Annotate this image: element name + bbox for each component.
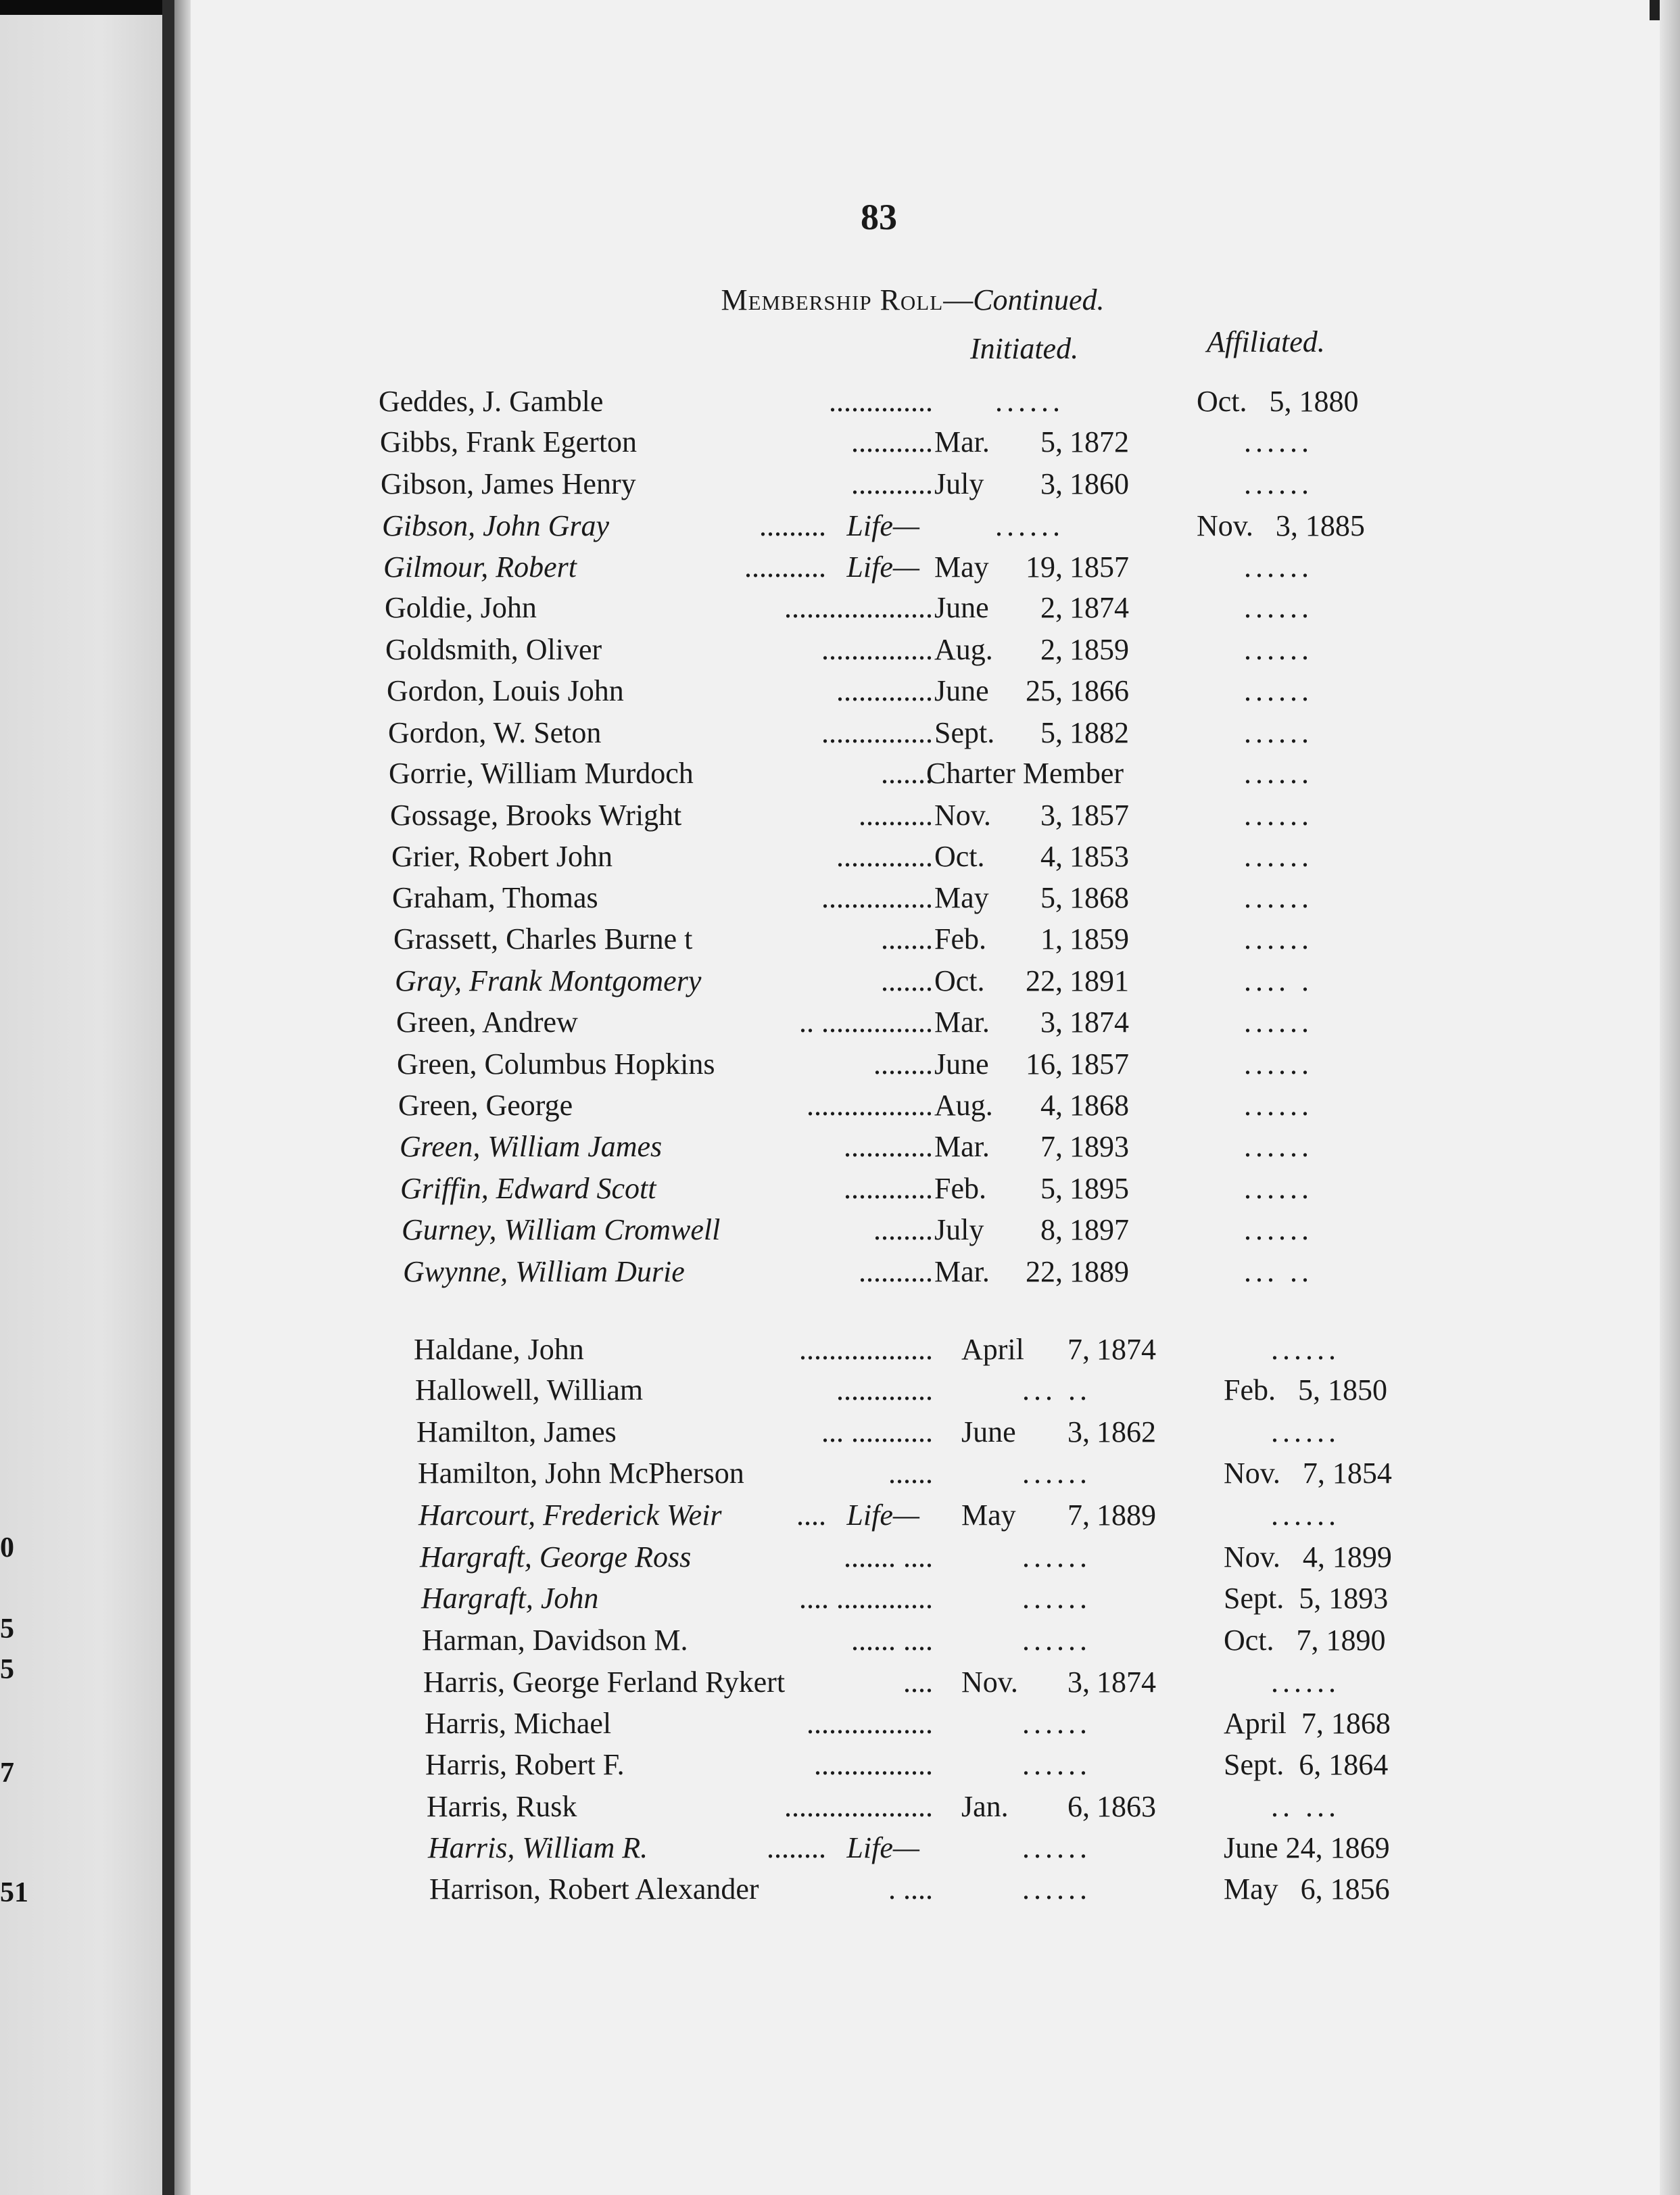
initiated-day: 3,: [1040, 467, 1063, 500]
member-name: Harrison, Robert Alexander: [429, 1872, 759, 1906]
dot-leader: ...............: [821, 633, 933, 666]
roll-entry: [379, 384, 1454, 425]
member-name: Grier, Robert John: [391, 840, 613, 873]
roll-entry: [387, 674, 1454, 714]
initiated-month: April: [961, 1333, 1024, 1366]
initiated-day: 3,: [1040, 1006, 1063, 1039]
roll-entry: [398, 1088, 1454, 1129]
dot-leader: . ....: [888, 1872, 933, 1906]
affiliated-blank: ......: [1244, 591, 1313, 624]
member-name: Gorrie, William Murdoch: [389, 757, 694, 790]
affiliated-date: May 6, 1856: [1224, 1872, 1390, 1906]
roll-entry: [390, 798, 1454, 839]
affiliated-blank: ......: [1244, 757, 1313, 790]
member-name: Green, Andrew: [396, 1006, 578, 1039]
affiliated-blank: ......: [1244, 550, 1313, 584]
affiliated-blank: ......: [1244, 1130, 1313, 1163]
margin-fragment: 5: [0, 1613, 14, 1645]
member-name: Gray, Frank Montgomery: [395, 964, 702, 997]
member-name: Harris, Rusk: [427, 1790, 577, 1823]
affiliated-blank: ......: [1244, 1047, 1313, 1081]
roll-entry: [403, 1254, 1454, 1295]
initiated-year: 1874: [1097, 1666, 1156, 1699]
initiated-year: 1857: [1070, 1047, 1129, 1081]
member-name: Green, William James: [400, 1130, 663, 1163]
initiated-day: 3,: [1067, 1415, 1090, 1448]
member-name: Haldane, John: [414, 1333, 584, 1366]
dot-leader: ................: [814, 1748, 933, 1781]
dot-leader: ........: [873, 1047, 933, 1081]
initiated-blank: ......: [1022, 1748, 1091, 1781]
initiated-month: July: [934, 467, 984, 500]
member-name: Goldsmith, Oliver: [385, 633, 602, 666]
roll-entry: [415, 1373, 1454, 1413]
dot-leader: .................: [807, 1707, 933, 1740]
affiliated-blank: .. ...: [1271, 1790, 1340, 1823]
affiliated-date: Oct. 5, 1880: [1197, 385, 1359, 418]
roll-entry: [420, 1540, 1454, 1580]
affiliated-blank: ......: [1271, 1666, 1340, 1699]
affiliated-blank: ......: [1244, 840, 1313, 873]
member-name: Harman, Davidson M.: [422, 1624, 688, 1657]
initiated-day: 7,: [1067, 1498, 1090, 1532]
margin-fragment: 7: [0, 1757, 14, 1789]
initiated-month: July: [934, 1213, 984, 1246]
title-main: Membership Roll: [721, 283, 944, 316]
initiated-heading: Initiated.: [970, 332, 1079, 365]
affiliated-date: Sept. 6, 1864: [1224, 1748, 1389, 1781]
initiated-month: Mar.: [934, 1006, 990, 1039]
member-name: Harris, Robert F.: [425, 1748, 625, 1781]
initiated-month: Jan.: [961, 1790, 1009, 1823]
initiated-day: 22,: [1026, 964, 1063, 997]
dot-leader: ..............: [829, 385, 933, 418]
affiliated-blank: ......: [1244, 1213, 1313, 1246]
dot-leader: ....... ....: [844, 1540, 933, 1574]
dot-leader: ..........: [859, 1255, 933, 1288]
initiated-year: 1893: [1070, 1130, 1129, 1163]
dot-leader: ...........: [744, 550, 826, 584]
affiliated-blank: ......: [1244, 881, 1313, 914]
affiliated-date: Sept. 5, 1893: [1224, 1582, 1389, 1615]
margin-fragment: 51: [0, 1877, 28, 1908]
page-title: [608, 283, 1217, 317]
member-name: Green, George: [398, 1089, 573, 1122]
initiated-month: Feb.: [934, 1172, 986, 1205]
affiliated-date: Oct. 7, 1890: [1224, 1624, 1386, 1657]
affiliated-blank: ... ..: [1244, 1255, 1313, 1288]
roll-entry: [414, 1332, 1454, 1373]
dot-leader: .... .............: [799, 1582, 933, 1615]
member-name: Geddes, J. Gamble: [379, 385, 604, 418]
affiliated-heading: Affiliated.: [1207, 325, 1325, 358]
roll-entry: [396, 1005, 1454, 1045]
facing-page: [0, 0, 169, 2195]
initiated-month: June: [934, 591, 989, 624]
roll-entry: [389, 756, 1454, 797]
initiated-month: Feb.: [934, 922, 986, 955]
dot-leader: ............: [844, 1172, 933, 1205]
margin-fragment: 0: [0, 1532, 14, 1563]
dot-leader: .......: [881, 922, 933, 955]
member-name: Gibbs, Frank Egerton: [380, 425, 638, 458]
affiliated-blank: ......: [1244, 674, 1313, 707]
initiated-day: 1,: [1040, 922, 1063, 955]
member-name: Green, Columbus Hopkins: [397, 1047, 715, 1081]
initiated-blank: ......: [1022, 1457, 1091, 1490]
dot-leader: .........: [759, 509, 826, 542]
initiated-year: 1874: [1070, 1006, 1129, 1039]
member-name: Harris, William R.: [428, 1831, 648, 1864]
initiated-day: 7,: [1040, 1130, 1063, 1163]
dot-leader: ....................: [784, 591, 933, 624]
member-name: Harcourt, Frederick Weir: [418, 1498, 722, 1532]
roll-entry: [393, 922, 1454, 962]
binding-gutter: [162, 0, 174, 2195]
affiliated-blank: ......: [1244, 799, 1313, 832]
member-name: Hargraft, George Ross: [420, 1540, 692, 1574]
roll-entry: [428, 1831, 1454, 1871]
dot-leader: .............: [836, 840, 933, 873]
initiated-year: 1853: [1070, 840, 1129, 873]
initiated-day: 5,: [1040, 716, 1063, 749]
affiliated-blank: ......: [1244, 425, 1313, 458]
member-name: Hargraft, John: [421, 1582, 599, 1615]
dot-leader: ...............: [821, 716, 933, 749]
scan-top-band: [0, 0, 172, 15]
initiated-month: Oct.: [934, 840, 985, 873]
affiliated-date: April 7, 1868: [1224, 1707, 1391, 1740]
binding-shadow: [174, 0, 191, 2195]
initiated-year: 1859: [1070, 633, 1129, 666]
initiated-month: June: [934, 674, 989, 707]
dot-leader: ........: [873, 1213, 933, 1246]
life-member-mark: Life—: [846, 550, 919, 584]
roll-entry: [427, 1789, 1454, 1830]
roll-entry: [380, 425, 1454, 465]
initiated-day: 6,: [1067, 1790, 1090, 1823]
initiated-year: 1862: [1097, 1415, 1156, 1448]
dot-leader: ........: [767, 1831, 826, 1864]
initiated-day: 5,: [1040, 425, 1063, 458]
affiliated-date: Feb. 5, 1850: [1224, 1373, 1387, 1407]
title-continued: Continued.: [973, 283, 1105, 316]
affiliated-blank: ......: [1244, 1089, 1313, 1122]
initiated-blank: ......: [995, 385, 1064, 418]
initiated-day: 4,: [1040, 1089, 1063, 1122]
initiated-day: 4,: [1040, 840, 1063, 873]
dot-leader: ....................: [784, 1790, 933, 1823]
member-name: Gurney, William Cromwell: [402, 1213, 721, 1246]
initiated-day: 22,: [1026, 1255, 1063, 1288]
title-dash: —: [943, 283, 974, 316]
dot-leader: ...... ....: [851, 1624, 933, 1657]
roll-entry: [391, 839, 1454, 880]
affiliated-date: Nov. 7, 1854: [1224, 1457, 1392, 1490]
initiated-year: 1895: [1070, 1172, 1129, 1205]
initiated-day: 3,: [1067, 1666, 1090, 1699]
dot-leader: ....: [796, 1498, 826, 1532]
dot-leader: ....: [903, 1666, 933, 1699]
life-member-mark: Life—: [846, 1498, 919, 1532]
dot-leader: .............: [836, 674, 933, 707]
initiated-blank: Charter Member: [926, 757, 1124, 790]
affiliated-date: June 24, 1869: [1224, 1831, 1390, 1864]
roll-entry: [423, 1665, 1454, 1705]
initiated-year: 1891: [1070, 964, 1129, 997]
initiated-year: 1868: [1070, 881, 1129, 914]
affiliated-blank: ......: [1271, 1333, 1340, 1366]
member-name: Gwynne, William Durie: [403, 1255, 685, 1288]
affiliated-blank: ......: [1244, 1006, 1313, 1039]
initiated-month: May: [934, 881, 989, 914]
member-name: Gibson, John Gray: [382, 509, 610, 542]
member-name: Gordon, Louis John: [387, 674, 624, 707]
initiated-blank: ......: [1022, 1540, 1091, 1574]
initiated-month: June: [961, 1415, 1016, 1448]
dot-leader: .......: [881, 757, 933, 790]
initiated-blank: ... ..: [1022, 1373, 1091, 1407]
dot-leader: ..........: [859, 799, 933, 832]
initiated-year: 1897: [1070, 1213, 1129, 1246]
initiated-month: Nov.: [934, 799, 991, 832]
roll-entry: [388, 715, 1454, 756]
initiated-day: 16,: [1026, 1047, 1063, 1081]
initiated-year: 1866: [1070, 674, 1129, 707]
initiated-year: 1868: [1070, 1089, 1129, 1122]
initiated-month: Aug.: [934, 633, 993, 666]
affiliated-blank: ......: [1244, 922, 1313, 955]
affiliated-blank: ......: [1244, 716, 1313, 749]
dot-leader: ... ...........: [821, 1415, 933, 1448]
member-name: Gibson, James Henry: [381, 467, 636, 500]
initiated-blank: ......: [1022, 1624, 1091, 1657]
initiated-month: Mar.: [934, 425, 990, 458]
initiated-day: 25,: [1026, 674, 1063, 707]
member-name: Griffin, Edward Scott: [400, 1172, 656, 1205]
roll-entry: [418, 1456, 1454, 1496]
roll-entry: [425, 1706, 1454, 1747]
member-name: Hamilton, John McPherson: [418, 1457, 744, 1490]
member-name: Gossage, Brooks Wright: [390, 799, 682, 832]
affiliated-date: Nov. 3, 1885: [1197, 509, 1365, 542]
member-name: Harris, Michael: [425, 1707, 612, 1740]
initiated-blank: ......: [1022, 1582, 1091, 1615]
roll-entry: [385, 590, 1454, 631]
roll-entry: [382, 509, 1454, 549]
roll-entry: [425, 1747, 1454, 1788]
initiated-day: 7,: [1067, 1333, 1090, 1366]
initiated-day: 3,: [1040, 799, 1063, 832]
initiated-month: May: [961, 1498, 1016, 1532]
initiated-year: 1874: [1070, 591, 1129, 624]
affiliated-blank: .... .: [1244, 964, 1313, 997]
initiated-year: 1860: [1070, 467, 1129, 500]
roll-entry: [400, 1129, 1454, 1170]
roll-entry: [429, 1872, 1454, 1912]
initiated-day: 5,: [1040, 881, 1063, 914]
initiated-year: 1872: [1070, 425, 1129, 458]
roll-entry: [397, 1047, 1454, 1087]
page-number: 83: [861, 197, 897, 237]
affiliated-blank: ......: [1271, 1415, 1340, 1448]
dot-leader: .. ...............: [799, 1006, 933, 1039]
affiliated-date: Nov. 4, 1899: [1224, 1540, 1392, 1574]
dot-leader: ...........: [851, 425, 933, 458]
margin-fragment: 5: [0, 1654, 14, 1685]
affiliated-blank: ......: [1271, 1498, 1340, 1532]
dot-leader: .................: [807, 1089, 933, 1122]
initiated-month: Oct.: [934, 964, 985, 997]
initiated-day: 5,: [1040, 1172, 1063, 1205]
initiated-month: Sept.: [934, 716, 995, 749]
initiated-day: 19,: [1026, 550, 1063, 584]
initiated-month: Nov.: [961, 1666, 1018, 1699]
initiated-month: June: [934, 1047, 989, 1081]
initiated-day: 2,: [1040, 591, 1063, 624]
initiated-year: 1874: [1097, 1333, 1156, 1366]
initiated-month: Mar.: [934, 1255, 990, 1288]
initiated-year: 1889: [1097, 1498, 1156, 1532]
member-name: Hallowell, William: [415, 1373, 644, 1407]
initiated-blank: ......: [995, 509, 1064, 542]
initiated-year: 1889: [1070, 1255, 1129, 1288]
initiated-year: 1863: [1097, 1790, 1156, 1823]
life-member-mark: Life—: [846, 1831, 919, 1864]
member-name: Grassett, Charles Burne t: [393, 922, 693, 955]
roll-entry: [402, 1212, 1454, 1253]
member-name: Gordon, W. Seton: [388, 716, 602, 749]
affiliated-blank: ......: [1244, 633, 1313, 666]
initiated-day: 8,: [1040, 1213, 1063, 1246]
member-name: Gilmour, Robert: [383, 550, 577, 584]
dot-leader: ......: [888, 1457, 933, 1490]
roll-entry: [400, 1171, 1454, 1212]
life-member-mark: Life—: [846, 509, 919, 542]
member-name: Goldie, John: [385, 591, 537, 624]
dot-leader: ............: [844, 1130, 933, 1163]
member-name: Harris, George Ferland Rykert: [423, 1666, 786, 1699]
initiated-blank: ......: [1022, 1872, 1091, 1906]
roll-entry: [385, 632, 1454, 673]
dot-leader: .............: [836, 1373, 933, 1407]
initiated-month: Aug.: [934, 1089, 993, 1122]
initiated-blank: ......: [1022, 1831, 1091, 1864]
roll-entry: [383, 550, 1454, 590]
initiated-month: May: [934, 550, 989, 584]
dot-leader: ...............: [821, 881, 933, 914]
affiliated-blank: ......: [1244, 1172, 1313, 1205]
roll-entry: [421, 1581, 1454, 1622]
dot-leader: ...........: [851, 467, 933, 500]
member-name: Hamilton, James: [416, 1415, 617, 1448]
initiated-day: 2,: [1040, 633, 1063, 666]
initiated-year: 1857: [1070, 799, 1129, 832]
roll-entry: [418, 1498, 1454, 1538]
roll-entry: [422, 1623, 1454, 1663]
initiated-blank: ......: [1022, 1707, 1091, 1740]
member-name: Graham, Thomas: [392, 881, 598, 914]
roll-entry: [395, 964, 1454, 1004]
roll-entry: [392, 880, 1454, 921]
initiated-year: 1857: [1070, 550, 1129, 584]
initiated-month: Mar.: [934, 1130, 990, 1163]
roll-entry: [416, 1415, 1454, 1455]
affiliated-blank: ......: [1244, 467, 1313, 500]
roll-entry: [381, 467, 1454, 507]
initiated-year: 1882: [1070, 716, 1129, 749]
dot-leader: .......: [881, 964, 933, 997]
page-edge: [1660, 0, 1680, 2195]
initiated-year: 1859: [1070, 922, 1129, 955]
dot-leader: ..................: [799, 1333, 933, 1366]
